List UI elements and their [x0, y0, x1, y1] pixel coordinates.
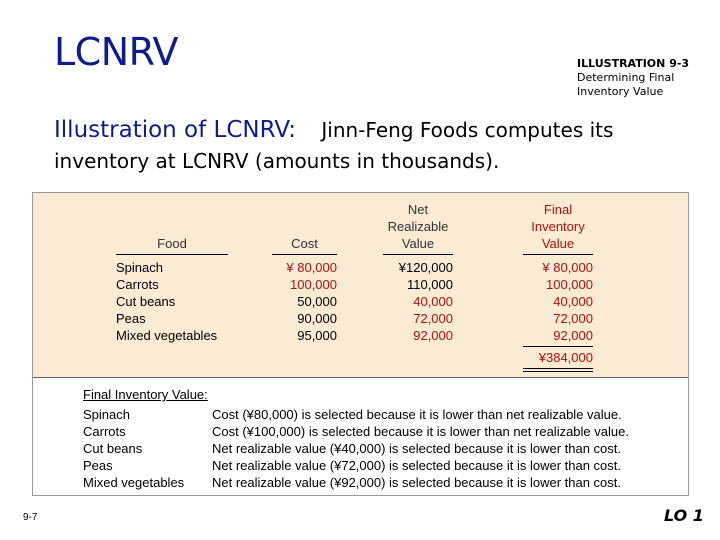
header-fiv-line3: Value — [541, 236, 575, 251]
explanation-reason: Cost (¥100,000) is selected because it is lower than net realizable value. — [212, 424, 629, 439]
table-row-nrv: 72,000 — [413, 311, 453, 326]
header-rule-food — [116, 254, 228, 255]
table-row-fiv: 40,000 — [553, 294, 593, 309]
table-row-cost: 95,000 — [297, 328, 337, 343]
page-number: 9-7 — [23, 512, 38, 523]
illustration-label — [577, 57, 689, 99]
explanation-reason: Net realizable value (¥72,000) is selected because it is lower than cost. — [212, 458, 621, 473]
intro-heading: Illustration of LCNRV: — [54, 117, 296, 143]
table-row-nrv: 92,000 — [413, 328, 453, 343]
table-row-nrv: ¥120,000 — [398, 260, 453, 275]
table-row-fiv: ¥ 80,000 — [542, 260, 593, 275]
table-row-fiv: 100,000 — [546, 277, 593, 292]
explanation-food: Cut beans — [83, 441, 143, 456]
table-row-food: Mixed vegetables — [116, 328, 218, 343]
table-row-fiv: 72,000 — [553, 311, 593, 326]
header-food: Food — [157, 236, 187, 251]
header-rule-fiv — [523, 254, 593, 255]
explanation-reason: Cost (¥80,000) is selected because it is lower than net realizable value. — [212, 407, 622, 422]
table-row-cost: 100,000 — [290, 277, 337, 292]
header-rule-cost — [272, 254, 337, 255]
total-double-rule-2 — [523, 371, 593, 372]
header-nrv-line3: Value — [401, 236, 435, 251]
lcnrv-table — [33, 193, 688, 378]
total-rule — [523, 346, 593, 347]
explanation-food: Peas — [83, 458, 113, 473]
illustration-number: ILLUSTRATION 9-3 — [577, 57, 690, 70]
explanation-food: Carrots — [83, 424, 126, 439]
table-row-nrv: 110,000 — [406, 277, 453, 292]
total-double-rule-1 — [523, 368, 593, 369]
illustration-panel — [32, 192, 689, 496]
header-fiv-line1: Final — [543, 202, 573, 217]
header-nrv-line2: Realizable — [387, 219, 449, 234]
table-row-food: Peas — [116, 311, 146, 326]
header-rule-nrv — [383, 254, 453, 255]
table-row-cost: 90,000 — [297, 311, 337, 326]
header-nrv-line1: Net — [407, 202, 429, 217]
illustration-caption: Determining Final Inventory Value — [577, 71, 675, 98]
table-row-nrv: 40,000 — [413, 294, 453, 309]
total-value: ¥384,000 — [538, 350, 593, 365]
learning-objective: LO 1 — [664, 506, 704, 525]
explanation-food: Mixed vegetables — [83, 475, 185, 490]
header-fiv-line2: Inventory — [531, 219, 585, 234]
explanation-title: Final Inventory Value: — [83, 387, 208, 402]
intro-paragraph — [54, 115, 704, 177]
explanation-food: Spinach — [83, 407, 130, 422]
table-row-fiv: 92,000 — [553, 328, 593, 343]
slide-title: LCNRV — [54, 30, 178, 74]
header-cost: Cost — [291, 236, 318, 251]
table-row-food: Cut beans — [116, 294, 176, 309]
intro-text: Jinn-Feng Foods computes its inventory at LCNRV (amounts in thousands). — [54, 118, 614, 173]
table-row-cost: ¥ 80,000 — [286, 260, 337, 275]
table-row-cost: 50,000 — [297, 294, 337, 309]
table-row-food: Carrots — [116, 277, 159, 292]
explanation-reason: Net realizable value (¥92,000) is selected because it is lower than cost. — [212, 475, 621, 490]
explanation-reason: Net realizable value (¥40,000) is selected because it is lower than cost. — [212, 441, 621, 456]
table-row-food: Spinach — [116, 260, 163, 275]
